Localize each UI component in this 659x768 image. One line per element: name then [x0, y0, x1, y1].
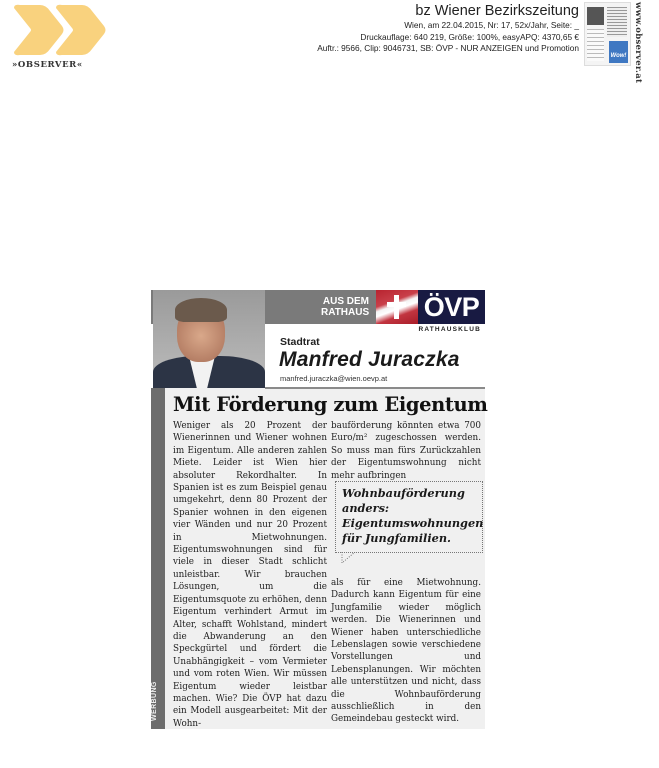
speech-bubble-tail-icon	[341, 552, 357, 564]
pull-quote	[335, 481, 483, 553]
article-column-2-bottom: als für eine Mietwohnung. Dadurch kann Eigentum für eine Jungfamilie wieder möglich werden. Die Wienerinnen und Wiener haben unterschiedliche Lebenslagen sowie verschiedene Vorstellungen und Lebensplanungen. Wir möchten alle unterstützen und nicht, dass die Wohnbauförderung ausschließlich in den Gemeindebau gesteckt wird.	[331, 578, 481, 725]
article-headline: Mit Förderung zum Eigentum	[173, 393, 488, 416]
party-logo: ÖVP	[418, 290, 485, 324]
vienna-flag-icon	[376, 290, 418, 324]
author-title: Stadtrat	[280, 336, 320, 348]
advertisement-label: WERBUNG	[151, 681, 158, 721]
ad-side-strip	[151, 388, 165, 729]
clipping-header	[317, 0, 579, 55]
publication-title: bz Wiener Bezirkszeitung	[415, 3, 579, 19]
author-name: Manfred Juraczka	[279, 348, 460, 371]
observer-logo-text: »OBSERVER«	[12, 60, 83, 70]
page-thumbnail	[584, 2, 631, 66]
article-column-2-top: bauförderung könnten etwa 700 Euro/m² zugeschossen werden. So muss man fürs Zurückzahlen der Eigentumswohnung nicht mehr aufbringen	[331, 421, 481, 481]
clip-meta-order: Auftr.: 9566, Clip: 9046731, SB: ÖVP - NUR ANZEIGEN und Promotion	[317, 43, 579, 53]
section-label: AUS DEM RATHAUS	[321, 296, 370, 318]
pull-quote-text: Wohnbauförderung anders: Eigentumswohnungen für Jungfamilien.	[342, 486, 484, 545]
club-label: RATHAUSKLUB	[418, 326, 481, 333]
double-chevron-icon	[10, 2, 106, 58]
thumbnail-photo	[587, 7, 604, 25]
website-url: www.observer.at	[633, 2, 643, 84]
author-portrait	[153, 290, 265, 388]
observer-logo	[8, 2, 108, 72]
thumbnail-badge: Wow!	[609, 41, 628, 63]
header-divider	[265, 387, 485, 389]
article-clipping	[151, 290, 488, 729]
thumbnail-text-block	[607, 7, 627, 37]
author-email: manfred.juraczka@wien.oevp.at	[280, 374, 388, 383]
article-column-1: Weniger als 20 Prozent der Wienerinnen und Wiener wohnen im Eigentum. Alle anderen zahlen Miete. Leider ist Wien hier absoluter Rekordhalter. In Spanien ist es zum Beispiel genau umgekehrt, denn 80 Prozent der Spanier wohnen in den eigenen vier Wänden und nur 20 Prozent in Mietwohnungen. Eigentumswohnungen sind für viele in dieser Stadt schlicht unleistbar. Wir brauchen Lösungen, um die Eigentumsquote zu erhöhen, denn Eigentum verhindert Armut im Alter, schafft Wohlstand, mindert die Abwanderung an den Speckgürtel und fördert die Unabhängigkeit – vom Vermieter und vom roten Wien. Wir müssen Eigentum wieder leistbar machen. Wie? Die ÖVP hat dazu ein Modell ausgearbeitet: Mit der Wohn-	[173, 421, 327, 729]
clip-meta-circulation: Druckauflage: 640 219, Größe: 100%, easyAPQ: 4370,65 €	[360, 31, 579, 42]
clip-meta-date: Wien, am 22.04.2015, Nr: 17, 52x/Jahr, Seite: _	[404, 20, 579, 30]
thumbnail-text-block	[587, 29, 604, 61]
